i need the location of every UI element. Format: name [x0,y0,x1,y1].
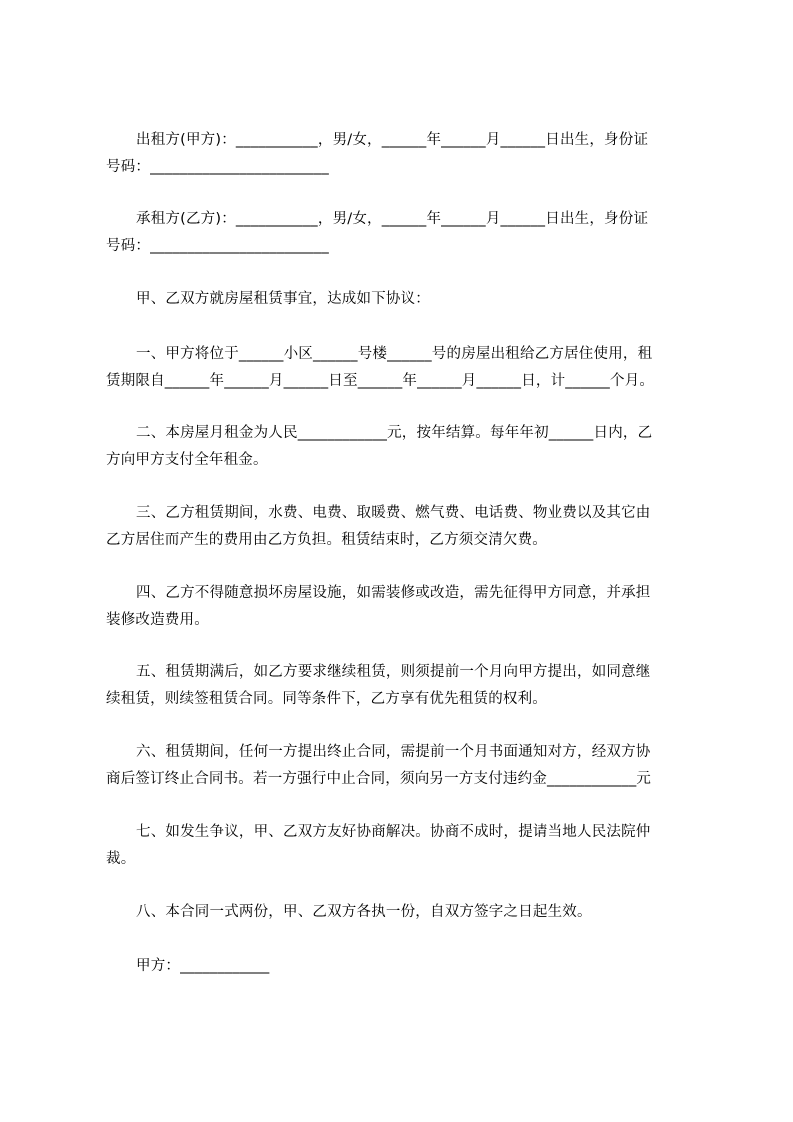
paragraph-line: 七、如发生争议，甲、乙双方友好协商解决。协商不成时，提请当地人民法院仲 [136,824,651,840]
clause-5-paragraph [106,659,702,713]
paragraph-line: 甲方：____________ [136,958,270,974]
paragraph-line: 号码：________________________ [106,159,329,175]
paragraph-line: 赁期限自______年______月______日至______年______月______日，计______个月。 [106,373,655,389]
clause-2-paragraph [106,420,702,474]
paragraph-line: 承租方(乙方)：___________，男/女，______年______月______日出生，身份证 [136,211,649,227]
lessee-paragraph [106,206,702,260]
paragraph-line: 四、乙方不得随意损坏房屋设施，如需装修或改造，需先征得甲方同意，并承担 [136,585,651,601]
paragraph-line: 一、甲方将位于______小区______号楼______号的房屋出租给乙方居住使用，租 [136,346,653,362]
paragraph-line: 出租方(甲方)：___________，男/女，______年______月______日出生，身份证 [136,132,649,148]
paragraph-line: 甲、乙双方就房屋租赁事宜，达成如下协议： [136,291,430,307]
clause-6-paragraph [106,739,702,793]
paragraph-line: 方向甲方支付全年租金。 [106,452,268,468]
preamble-paragraph [106,286,702,313]
paragraph-line: 裁。 [106,851,136,867]
paragraph-line: 二、本房屋月租金为人民____________元，按年结算。每年年初______日内，乙 [136,425,653,441]
paragraph-line: 装修改造费用。 [106,612,209,628]
clause-3-paragraph [106,500,702,554]
paragraph-line: 三、乙方租赁期间，水费、电费、取暖费、燃气费、电话费、物业费以及其它由 [136,505,651,521]
clause-1-paragraph [106,341,702,395]
paragraph-line: 号码：________________________ [106,238,329,254]
clause-7-paragraph [106,819,702,873]
paragraph-line: 六、租赁期间，任何一方提出终止合同，需提前一个月书面通知对方，经双方协 [136,744,651,760]
signature-a-paragraph [106,953,702,980]
clause-4-paragraph [106,580,702,634]
paragraph-line: 乙方居住而产生的费用由乙方负担。租赁结束时，乙方须交清欠费。 [106,532,547,548]
clause-8-paragraph [106,899,702,926]
paragraph-line: 续租赁，则续签租赁合同。同等条件下，乙方享有优先租赁的权利。 [106,691,547,707]
paragraph-line: 五、租赁期满后，如乙方要求继续租赁，则须提前一个月向甲方提出，如同意继 [136,664,651,680]
lessor-paragraph [106,127,702,181]
paragraph-line: 八、本合同一式两份，甲、乙双方各执一份，自双方签字之日起生效。 [136,904,592,920]
paragraph-line: 商后签订终止合同书。若一方强行中止合同，须向另一方支付违约金____________元 [106,771,652,787]
